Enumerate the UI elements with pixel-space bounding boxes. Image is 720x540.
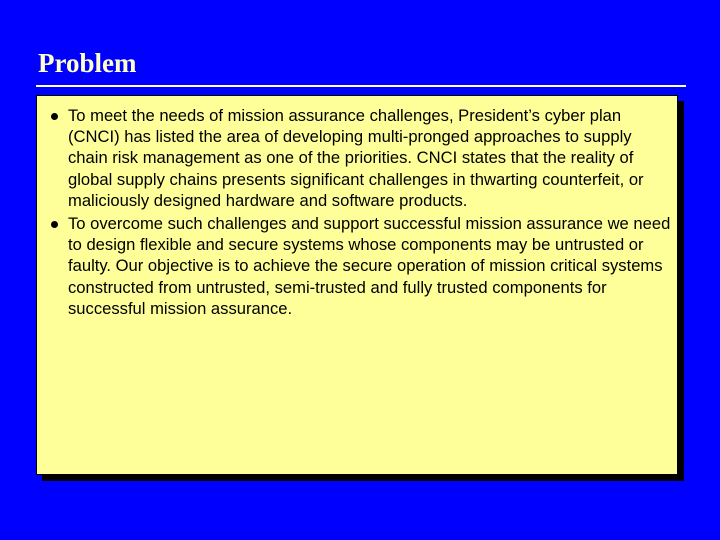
bullet-list bbox=[51, 105, 671, 321]
bullet-text: To overcome such challenges and support successful mission assurance we need to design flexible and secure systems whose components may be untrusted or faulty. Our objective is to achieve the secure operation of mission critical systems constructed from untrusted, semi-trusted and fully trusted components for successful mission assurance. bbox=[68, 214, 671, 318]
title-divider bbox=[36, 85, 686, 87]
bullet-dot-icon bbox=[51, 113, 58, 120]
bullet-item bbox=[51, 105, 671, 211]
bullet-item bbox=[51, 213, 671, 319]
content-panel bbox=[36, 95, 678, 475]
bullet-dot-icon bbox=[51, 221, 58, 228]
slide-title: Problem bbox=[38, 48, 137, 78]
bullet-text: To meet the needs of mission assurance challenges, President’s cyber plan (CNCI) has listed the area of developing multi-pronged approaches to supply chain risk management as one of the priorities. CNCI states that the reality of global supply chains presents significant challenges in thwarting counterfeit, or maliciously designed hardware and software products. bbox=[68, 106, 644, 210]
